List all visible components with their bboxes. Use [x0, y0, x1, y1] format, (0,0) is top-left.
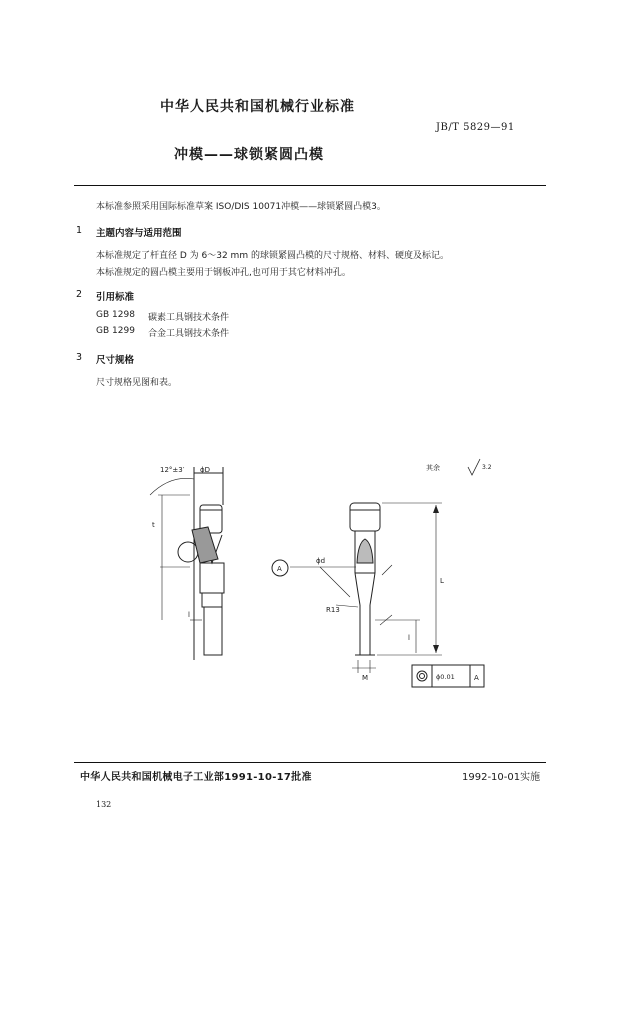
left-view-punch [150, 467, 224, 660]
section-1-line-1: 本标准规定了杆直径 D 为 6～32 mm 的球锁紧圆凸模的尺寸规格、材料、硬度及标记。 [96, 251, 449, 261]
section-2-number: 2 [76, 289, 83, 300]
ref-2-name: 合金工具钢技术条件 [148, 329, 230, 339]
section-3-line-1: 尺寸规格见图和表。 [96, 378, 178, 388]
label-phi-d: ϕd [316, 557, 326, 565]
label-tolerance-datum: A [474, 674, 479, 682]
approval-text: 中华人民共和国机械电子工业部1991-10-17批准 [80, 772, 312, 783]
label-left-l: l [188, 611, 190, 619]
label-datum-A: A [277, 565, 282, 573]
roughness-symbol-icon [468, 459, 480, 475]
punch-technical-drawing [130, 455, 500, 695]
label-length-l: l [408, 634, 410, 642]
standard-code: JB/T 5829—91 [436, 122, 515, 133]
ref-1-code: GB 1298 [96, 310, 135, 320]
section-1-number: 1 [76, 225, 83, 236]
label-length-L: L [440, 577, 444, 585]
right-view-punch [272, 503, 442, 673]
ref-1-name: 碳素工具钢技术条件 [148, 313, 230, 323]
label-t: t [152, 521, 155, 529]
document-title: 冲模——球锁紧圆凸模 [174, 147, 324, 163]
header-rule [74, 185, 546, 186]
footer-rule [74, 762, 546, 763]
label-radius: R13 [326, 606, 340, 614]
label-M: M [362, 674, 369, 682]
section-2-title: 引用标准 [96, 292, 135, 303]
ref-2-code: GB 1299 [96, 326, 135, 336]
intro-paragraph: 本标准参照采用国际标准草案 ISO/DIS 10071冲模——球锁紧圆凸模3。 [96, 202, 386, 212]
section-3-title: 尺寸规格 [96, 355, 135, 366]
label-angle: 12°±3′ [160, 466, 185, 474]
section-3-number: 3 [76, 352, 83, 363]
section-1-line-2: 本标准规定的圆凸模主要用于钢板冲孔,也可用于其它材料冲孔。 [96, 268, 351, 278]
section-1-title: 主题内容与适用范围 [96, 228, 182, 239]
label-surface: 其余 [426, 464, 440, 472]
page-number: 132 [96, 800, 112, 809]
label-roughness: 3.2 [482, 464, 492, 471]
label-tolerance-value: ϕ0.01 [436, 673, 455, 681]
standard-title: 中华人民共和国机械行业标准 [160, 99, 355, 115]
effective-date: 1992-10-01实施 [462, 772, 541, 783]
label-dia-D: ϕD [200, 466, 211, 474]
